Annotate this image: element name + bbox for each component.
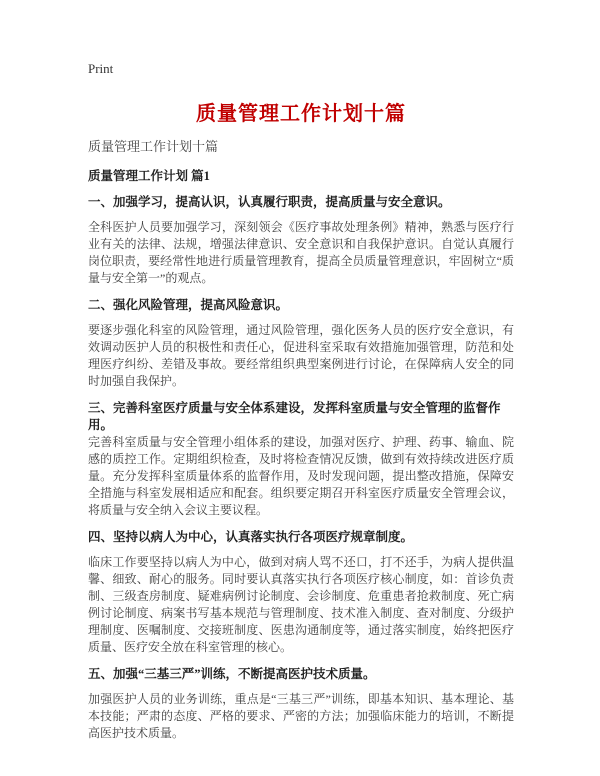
section-3-heading: 三、完善科室医疗质量与安全体系建设，发挥科室质量与安全管理的监督作用。	[88, 401, 501, 432]
section-4-paragraph: 临床工作要坚持以病人为中心，做到对病人骂不还口，打不还手，为病人提供温馨、细致、耐心的服务。同时要认真落实执行各项医疗核心制度，如：首诊负责制、三级查房制度、疑难病例讨论制度、会诊制度、危重患者抢救制度、死亡病例讨论制度、病案书写基本规范与管理制度、技术准入制度、查对制度、分级护理制度、医嘱制度、交接班制度、医患沟通制度等，通过落实制度，始终把医疗质量、医疗安全放在科室管理的核心。	[88, 555, 514, 654]
article-part-heading: 质量管理工作计划 篇1	[88, 169, 210, 183]
section-2-heading: 二、强化风险管理，提高风险意识。	[88, 298, 289, 312]
section-1-paragraph: 全科医护人员要加强学习，深刻领会《医疗事故处理条例》精神，熟悉与医疗行业有关的法律、法规，增强法律意识、安全意识和自我保护意识。自觉认真履行岗位职责，要经常性地进行质量管理教育，提高全员质量管理意识，牢固树立“质量与安全第一”的观点。	[88, 220, 514, 285]
section-2-paragraph: 要逐步强化科室的风险管理，通过风险管理，强化医务人员的医疗安全意识，有效调动医护人员的积极性和责任心，促进科室采取有效措施加强管理，防范和处理医疗纠纷、差错及事故。要经常组织典型案例进行讨论，在保障病人安全的同时加强自我保护。	[88, 323, 514, 388]
print-link[interactable]: Print	[88, 61, 114, 76]
section-1-heading: 一、加强学习，提高认识，认真履行职责，提高质量与安全意识。	[88, 195, 451, 209]
section-3-paragraph: 完善科室质量与安全管理小组体系的建设，加强对医疗、护理、药事、输血、院感的质控工作。定期组织检查，及时将检查情况反馈，做到有效持续改进医疗质量。充分发挥科室质量体系的监督作用，及时发现问题，提出整改措施，保障安全措施与科室发展相适应和配套。组织要定期召开科室医疗质量安全管理会议，将质量与安全纳入会议主要议程。	[88, 435, 514, 517]
section-5-paragraph: 加强医护人员的业务训练，重点是“三基三严”训练，即基本知识、基本理论、基本技能；严肃的态度、严格的要求、严密的方法；加强临床能力的培训，不断提高医护技术质量。	[88, 692, 514, 740]
doc-subtitle: 质量管理工作计划十篇	[88, 139, 219, 154]
section-4-heading: 四、坚持以病人为中心，认真落实执行各项医疗规章制度。	[88, 530, 414, 544]
section-5-heading: 五、加强“三基三严”训练，不断提高医护技术质量。	[88, 667, 376, 681]
page-title: 质量管理工作计划十篇	[196, 103, 406, 125]
